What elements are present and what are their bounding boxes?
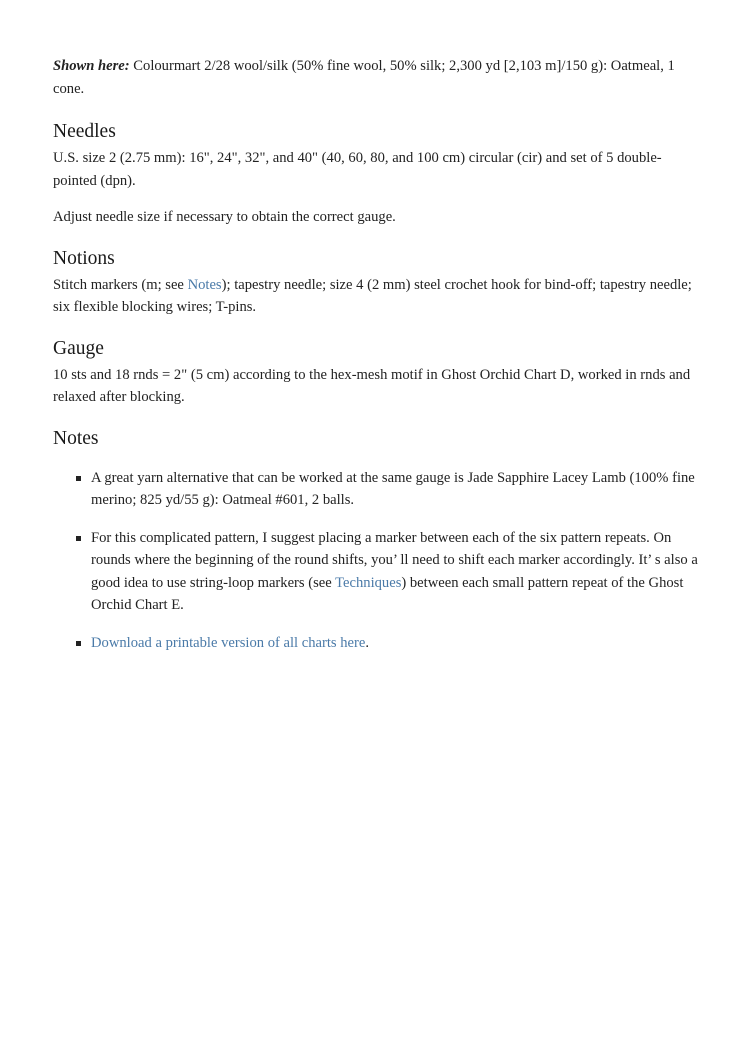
- list-item: [53, 527, 701, 617]
- list-item: [53, 632, 701, 655]
- notes-heading: Notes: [53, 427, 99, 449]
- adjust-needle-text: Adjust needle size if necessary to obtain the correct gauge.: [53, 209, 396, 225]
- download-period: .: [365, 634, 370, 651]
- shown-here-label: Shown here:: [53, 58, 130, 74]
- list-item: [53, 467, 701, 512]
- notes-link[interactable]: Notes: [187, 276, 222, 293]
- notes-list: [53, 467, 701, 655]
- notions-text-before: Stitch markers (m; see: [53, 276, 188, 293]
- yarn-paragraph: [53, 55, 701, 100]
- yarn-text: Colourmart 2/28 wool/silk (50% fine wool, 50% silk; 2,300 yd [2,103 m]/150 g): Oatmeal, 1 cone.: [53, 58, 675, 97]
- notions-paragraph: [53, 274, 701, 319]
- note-markers-after: ) between each small pattern repeat of the Ghost Orchid Chart E.: [91, 574, 684, 613]
- download-charts-link[interactable]: Download a printable version of all charts here: [91, 634, 366, 651]
- gauge-text: 10 sts and 18 rnds = 2" (5 cm) according to the hex-mesh motif in Ghost Orchid Chart D, worked in rnds and relaxed after blocking.: [53, 366, 691, 405]
- needles-text: U.S. size 2 (2.75 mm): 16", 24", 32", and 40" (40, 60, 80, and 100 cm) circular (cir) and set of 5 double-pointed (dpn).: [53, 150, 662, 189]
- note-yarn-alternative: A great yarn alternative that can be worked at the same gauge is Jade Sapphire Lacey Lamb (100% fine merino; 825 yd/55 g): Oatmeal #601, 2 balls.: [91, 469, 695, 508]
- square-bullet-icon: [76, 641, 81, 646]
- needles-heading: Needles: [53, 121, 116, 142]
- document-page: [53, 55, 701, 669]
- notions-text-after: ); tapestry needle; size 4 (2 mm) steel crochet hook for bind-off; tapestry needle; six flexible blocking wires; T-pins.: [53, 276, 692, 315]
- notions-heading: Notions: [53, 247, 115, 269]
- techniques-link[interactable]: Techniques: [335, 574, 402, 591]
- note-markers-before: For this complicated pattern, I suggest placing a marker between each of the six pattern repeats. On rounds where the beginning of the round shifts, you’ ll need to shift each marker accordingly. It’ s also a good idea to use string-loop markers (see: [91, 529, 698, 591]
- square-bullet-icon: [76, 476, 81, 481]
- gauge-heading: Gauge: [53, 337, 104, 359]
- square-bullet-icon: [76, 536, 81, 541]
